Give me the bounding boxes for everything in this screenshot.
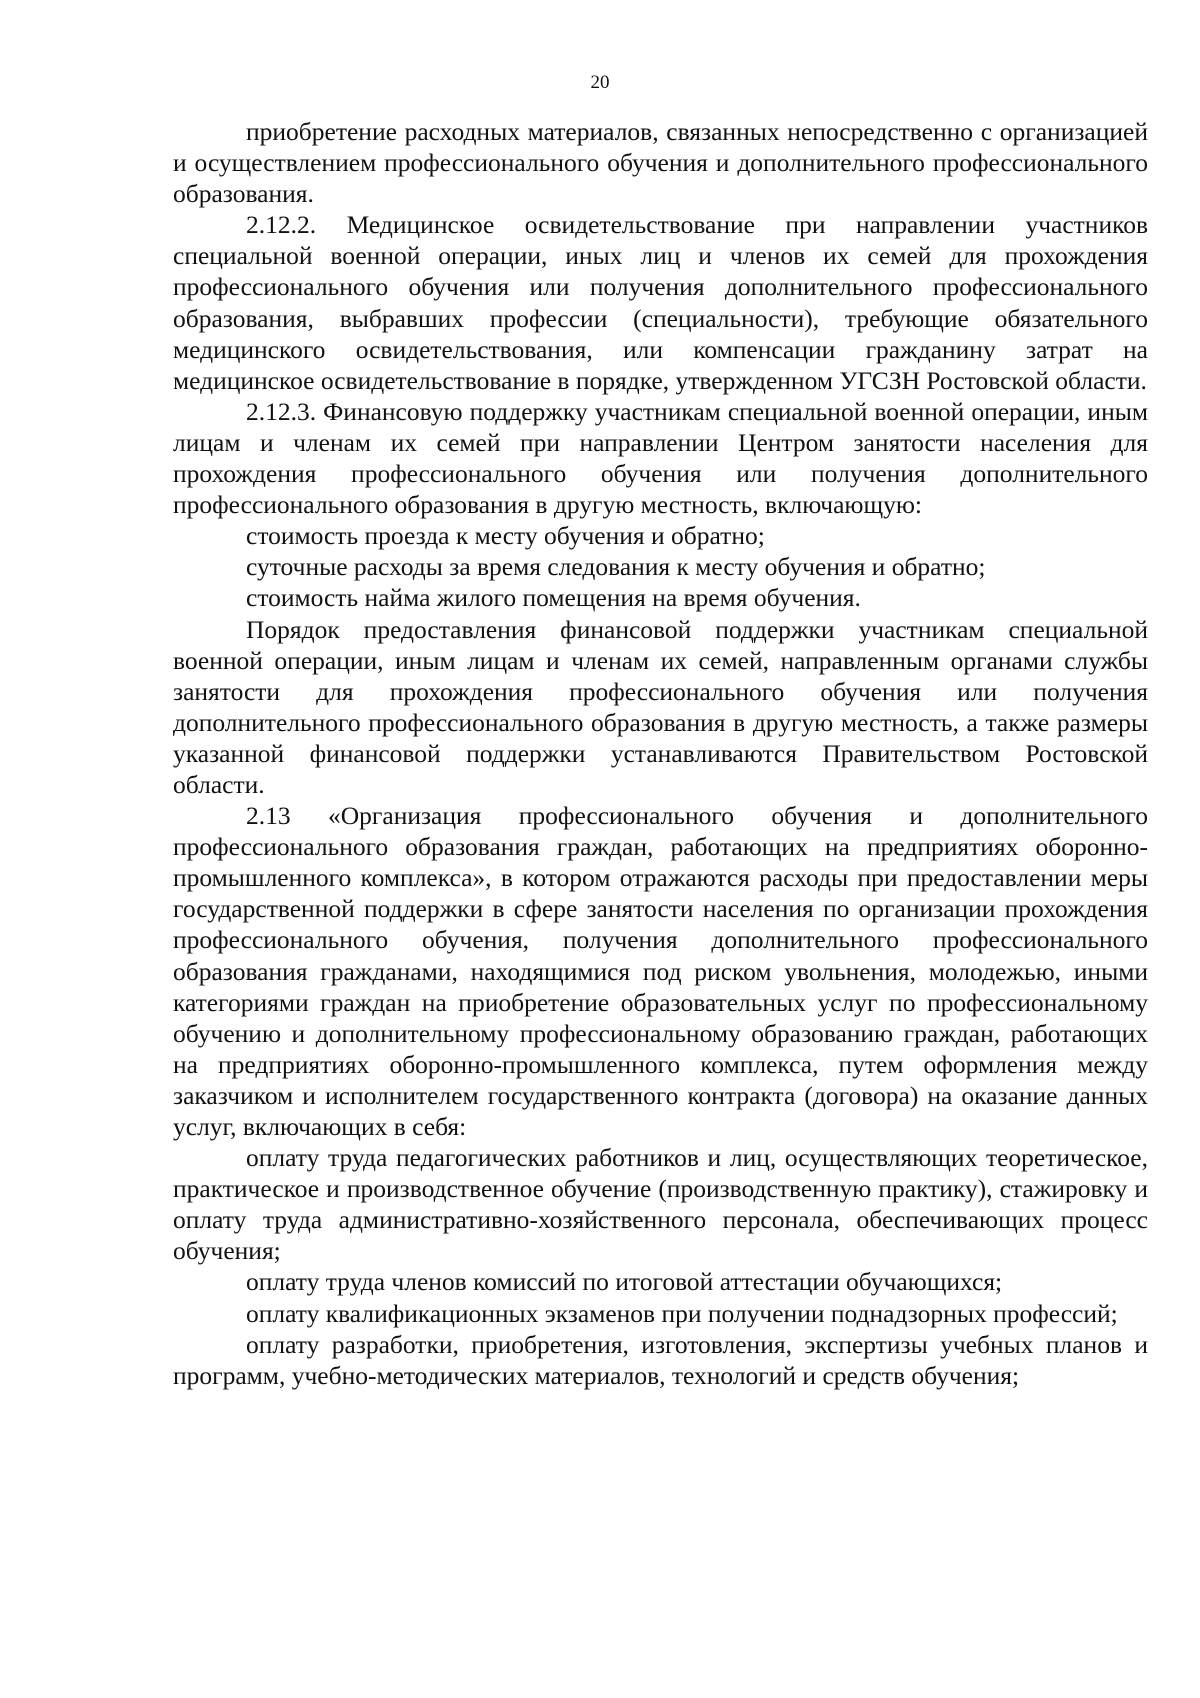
paragraph: стоимость проезда к месту обучения и обратно;: [246, 521, 765, 551]
paragraph: оплату квалификационных экзаменов при получении поднадзорных профессий;: [246, 1298, 1118, 1328]
document-body: [173, 116, 1148, 1391]
paragraph: 2.12.3. Финансовую поддержку участникам специальной военной операции, иным лицам и членам их семей при направлении Центром занятости населения для прохождения профессионального обучения или получения дополнительного профессионального образования в другую местность, включающую:: [173, 396, 1148, 520]
paragraph: суточные расходы за время следования к месту обучения и обратно;: [246, 552, 986, 582]
page-number: 20: [590, 72, 610, 93]
paragraph: Порядок предоставления финансовой поддержки участникам специальной военной операции, иным лицам и членам их семей, направленным органами службы занятости для прохождения профессионального обучения или получения дополнительного профессионального образования в другую местность, а также размеры указанной финансовой поддержки устанавливаются Правительством Ростовской области.: [173, 614, 1148, 799]
paragraph: 2.13 «Организация профессионального обучения и дополнительного профессионального образования граждан, работающих на предприятиях оборонно-промышленного комплекса», в котором отражаются расходы при предоставлении меры государственной поддержки в сфере занятости населения по организации прохождения профессионального обучения, получения дополнительного профессионального образования гражданами, находящимися под риском увольнения, молодежью, иными категориями граждан на приобретение образовательных услуг по профессиональному обучению и дополнительному профессиональному образованию граждан, работающих на предприятиях оборонно-промышленного комплекса, путем оформления между заказчиком и исполнителем государственного контракта (договора) на оказание данных услуг, включающих в себя:: [173, 801, 1148, 1141]
paragraph: стоимость найма жилого помещения на время обучения.: [246, 583, 861, 613]
paragraph: оплату разработки, приобретения, изготовления, экспертизы учебных планов и программ, учебно-методических материалов, технологий и средств обучения;: [173, 1329, 1148, 1390]
paragraph: приобретение расходных материалов, связанных непосредственно с организацией и осуществлением профессионального обучения и дополнительного профессионального образования.: [173, 117, 1148, 209]
paragraph: 2.12.2. Медицинское освидетельствование при направлении участников специальной военной операции, иных лиц и членов их семей для прохождения профессионального обучения или получения дополнительного профессионального образования, выбравших профессии (специальности), требующие обязательного медицинского освидетельствования, или компенсации гражданину затрат на медицинское освидетельствование в порядке, утвержденном УГСЗН Ростовской области.: [173, 210, 1148, 395]
paragraph: оплату труда членов комиссий по итоговой аттестации обучающихся;: [246, 1267, 1003, 1297]
paragraph: оплату труда педагогических работников и лиц, осуществляющих теоретическое, практическое и производственное обучение (производственную практику), стажировку и оплату труда административно-хозяйственного персонала, обеспечивающих процесс обучения;: [173, 1143, 1148, 1266]
